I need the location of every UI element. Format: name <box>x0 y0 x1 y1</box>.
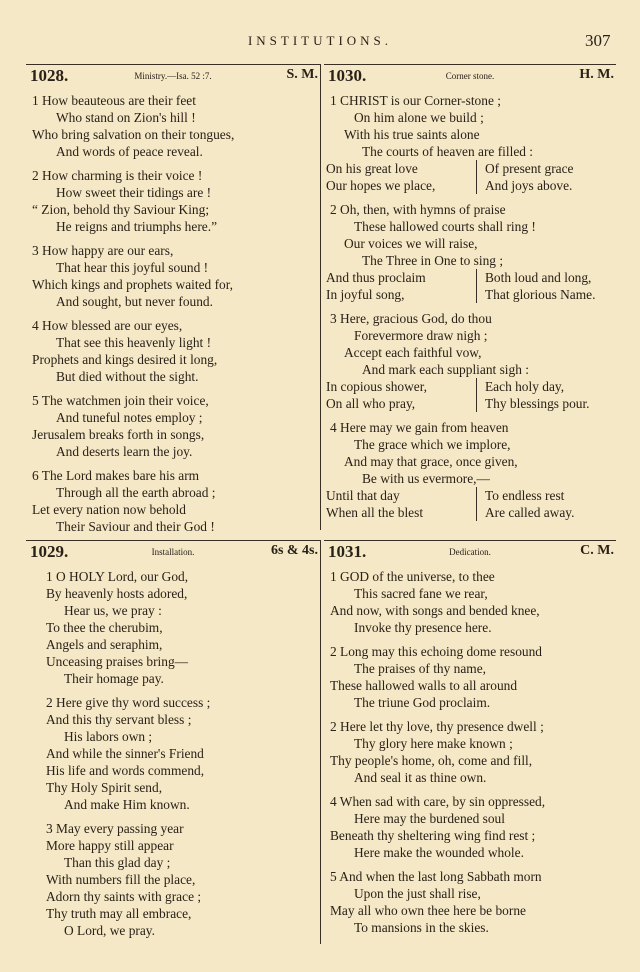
hymn-line: And make Him known. <box>64 797 190 812</box>
split-line <box>324 286 616 303</box>
hymn-header <box>324 540 616 561</box>
hymn-header <box>26 64 320 85</box>
hymn-number: 1030. <box>328 66 367 85</box>
split-line <box>324 504 616 521</box>
hymn-line: 3 Here, gracious God, do thou <box>330 311 492 326</box>
hymn-header <box>26 540 320 561</box>
hymn-line: How sweet their tidings are ! <box>56 185 212 200</box>
hymn-line: But died without the sight. <box>56 369 199 384</box>
hymn-line: Our voices we will raise, <box>344 236 478 251</box>
hymn-line: And tuneful notes employ ; <box>56 410 203 425</box>
hymn-line: 5 And when the last long Sabbath morn <box>330 869 542 884</box>
split-right: Of present grace <box>485 161 574 176</box>
hymn-number: 1031. <box>328 542 367 561</box>
split-left: On his great love <box>324 160 477 177</box>
column-divider-bottom <box>320 540 321 944</box>
hymn-1030 <box>324 64 616 521</box>
hymn-line: 2 Long may this echoing dome resound <box>330 644 542 659</box>
split-right: To endless rest <box>485 488 565 503</box>
hymn-line: Here may the burdened soul <box>354 811 505 826</box>
hymn-line: Angels and seraphim, <box>46 637 163 652</box>
stanza <box>26 467 320 535</box>
hymn-line: 1 CHRIST is our Corner-stone ; <box>330 93 501 108</box>
hymn-line: With his true saints alone <box>344 127 480 142</box>
hymn-line: This sacred fane we rear, <box>354 586 488 601</box>
hymn-line: With numbers fill the place, <box>46 872 196 887</box>
hymn-line: The Three in One to sing ; <box>362 253 504 268</box>
hymn-line: Accept each faithful vow, <box>344 345 482 360</box>
stanza <box>324 793 616 861</box>
hymn-line: Unceasing praises bring— <box>46 654 189 669</box>
hymn-line: “ Zion, behold thy Saviour King; <box>32 202 210 217</box>
hymn-line: And deserts learn the joy. <box>56 444 193 459</box>
split-right: Both loud and long, <box>485 270 592 285</box>
stanza <box>324 718 616 786</box>
stanza <box>26 242 320 310</box>
hymn-line: Jerusalem breaks forth in songs, <box>32 427 205 442</box>
hymn-line: Thy truth may all embrace, <box>46 906 192 921</box>
hymn-line: Thy glory here make known ; <box>354 736 513 751</box>
stanza <box>26 694 320 813</box>
hymn-title: Corner stone. <box>445 71 495 81</box>
hymn-line: He reigns and triumphs here.” <box>56 219 218 234</box>
hymn-line: And mark each suppliant sigh : <box>362 362 529 377</box>
hymn-meter: S. M. <box>286 67 318 82</box>
split-left: In copious shower, <box>324 378 477 395</box>
hymn-line: Beneath thy sheltering wing find rest ; <box>330 828 536 843</box>
hymn-line: The courts of heaven are filled : <box>362 144 534 159</box>
hymn-line: On him alone we build ; <box>354 110 484 125</box>
page-number: 307 <box>585 31 611 50</box>
split-right: Are called away. <box>485 505 575 520</box>
hymn-line: By heavenly hosts adored, <box>46 586 188 601</box>
hymn-line: Their homage pay. <box>64 671 164 686</box>
hymn-line: Their Saviour and their God ! <box>56 519 215 534</box>
split-left: And thus proclaim <box>324 269 477 286</box>
hymn-line: That hear this joyful sound ! <box>56 260 209 275</box>
split-left: Our hopes we place, <box>324 177 477 194</box>
hymn-line: The praises of thy name, <box>354 661 487 676</box>
split-right: That glorious Name. <box>485 287 596 302</box>
hymn-meter: H. M. <box>579 67 614 82</box>
split-right: Each holy day, <box>485 379 565 394</box>
hymn-line: Who stand on Zion's hill ! <box>56 110 196 125</box>
hymn-line: And now, with songs and bended knee, <box>330 603 540 618</box>
stanza <box>324 419 616 521</box>
hymn-line: Thy Holy Spirit send, <box>46 780 163 795</box>
hymn-line: Upon the just shall rise, <box>354 886 481 901</box>
hymn-line: And may that grace, once given, <box>344 454 518 469</box>
hymn-line: Here make the wounded whole. <box>354 845 524 860</box>
hymn-line: 1 O HOLY Lord, our God, <box>46 569 189 584</box>
stanza <box>26 92 320 160</box>
hymn-line: 6 The Lord makes bare his arm <box>32 468 200 483</box>
split-left: On all who pray, <box>324 395 477 412</box>
hymn-meter: C. M. <box>580 543 614 558</box>
hymn-meter: 6s & 4s. <box>270 543 318 558</box>
hymn-line: May all who own thee here be borne <box>330 903 526 918</box>
hymn-line: These hallowed courts shall ring ! <box>354 219 536 234</box>
hymn-line: 3 How happy are our ears, <box>32 243 174 258</box>
hymn-title: Installation. <box>151 547 195 557</box>
hymn-line: Adorn thy saints with grace ; <box>46 889 202 904</box>
split-right: Thy blessings pour. <box>485 396 590 411</box>
hymn-line: 4 When sad with care, by sin oppressed, <box>330 794 546 809</box>
stanza <box>26 317 320 385</box>
hymn-line: The grace which we implore, <box>354 437 511 452</box>
stanza <box>324 868 616 936</box>
hymn-line: 2 Here let thy love, thy presence dwell ; <box>330 719 544 734</box>
running-title: INSTITUTIONS. <box>247 33 393 48</box>
split-right: And joys above. <box>485 178 573 193</box>
hymn-1029 <box>26 540 320 939</box>
stanza <box>26 167 320 235</box>
hymn-line: Forevermore draw nigh ; <box>354 328 488 343</box>
hymn-line: To thee the cherubim, <box>46 620 163 635</box>
hymn-line: That see this heavenly light ! <box>56 335 212 350</box>
hymn-line: These hallowed walls to all around <box>330 678 518 693</box>
hymn-line: 4 How blessed are our eyes, <box>32 318 183 333</box>
hymn-title: Ministry.—Isa. 52 :7. <box>134 71 212 81</box>
split-left: Until that day <box>324 487 477 504</box>
stanza <box>324 310 616 412</box>
hymn-line: Through all the earth abroad ; <box>56 485 216 500</box>
hymn-line: And while the sinner's Friend <box>46 746 204 761</box>
hymn-line: 4 Here may we gain from heaven <box>330 420 509 435</box>
hymn-line: Invoke thy presence here. <box>354 620 492 635</box>
hymn-line: 2 Oh, then, with hymns of praise <box>330 202 506 217</box>
split-left: In joyful song, <box>324 286 477 303</box>
hymn-1031 <box>324 540 616 936</box>
hymn-header <box>324 64 616 85</box>
hymn-line: O Lord, we pray. <box>64 923 155 938</box>
hymn-line: And seal it as thine own. <box>354 770 487 785</box>
hymn-line: His labors own ; <box>64 729 153 744</box>
hymn-line: The triune God proclaim. <box>354 695 491 710</box>
hymn-line: Thy people's home, oh, come and fill, <box>330 753 533 768</box>
split-line <box>324 487 616 504</box>
stanza <box>26 392 320 460</box>
stanza <box>26 568 320 687</box>
split-line <box>324 160 616 177</box>
split-line <box>324 395 616 412</box>
hymn-line: Hear us, we pray : <box>64 603 162 618</box>
hymn-line: More happy still appear <box>46 838 174 853</box>
split-left: When all the blest <box>324 504 477 521</box>
hymn-1028 <box>26 64 320 535</box>
hymn-line: And sought, but never found. <box>56 294 213 309</box>
split-line <box>324 269 616 286</box>
hymn-line: And this thy servant bless ; <box>46 712 192 727</box>
hymn-line: Prophets and kings desired it long, <box>32 352 218 367</box>
hymn-line: His life and words commend, <box>46 763 205 778</box>
stanza <box>324 201 616 303</box>
hymn-line: 2 Here give thy word success ; <box>46 695 211 710</box>
column-divider-top <box>320 64 321 530</box>
hymn-line: 1 How beauteous are their feet <box>32 93 196 108</box>
split-line <box>324 177 616 194</box>
hymn-line: Let every nation now behold <box>32 502 186 517</box>
stanza <box>324 643 616 711</box>
split-line <box>324 378 616 395</box>
hymn-line: To mansions in the skies. <box>354 920 489 935</box>
stanza <box>324 92 616 194</box>
hymn-line: And words of peace reveal. <box>56 144 203 159</box>
hymn-number: 1029. <box>30 542 69 561</box>
hymn-line: Who bring salvation on their tongues, <box>32 127 235 142</box>
hymn-line: 2 How charming is their voice ! <box>32 168 203 183</box>
stanza <box>26 820 320 939</box>
hymn-number: 1028. <box>30 66 69 85</box>
hymn-line: Than this glad day ; <box>64 855 171 870</box>
hymn-line: 5 The watchmen join their voice, <box>32 393 209 408</box>
hymn-line: 1 GOD of the universe, to thee <box>330 569 495 584</box>
hymn-line: Be with us evermore,— <box>362 471 490 486</box>
stanza <box>324 568 616 636</box>
hymn-line: Which kings and prophets waited for, <box>32 277 234 292</box>
hymn-line: 3 May every passing year <box>46 821 184 836</box>
hymn-title: Dedication. <box>449 547 491 557</box>
